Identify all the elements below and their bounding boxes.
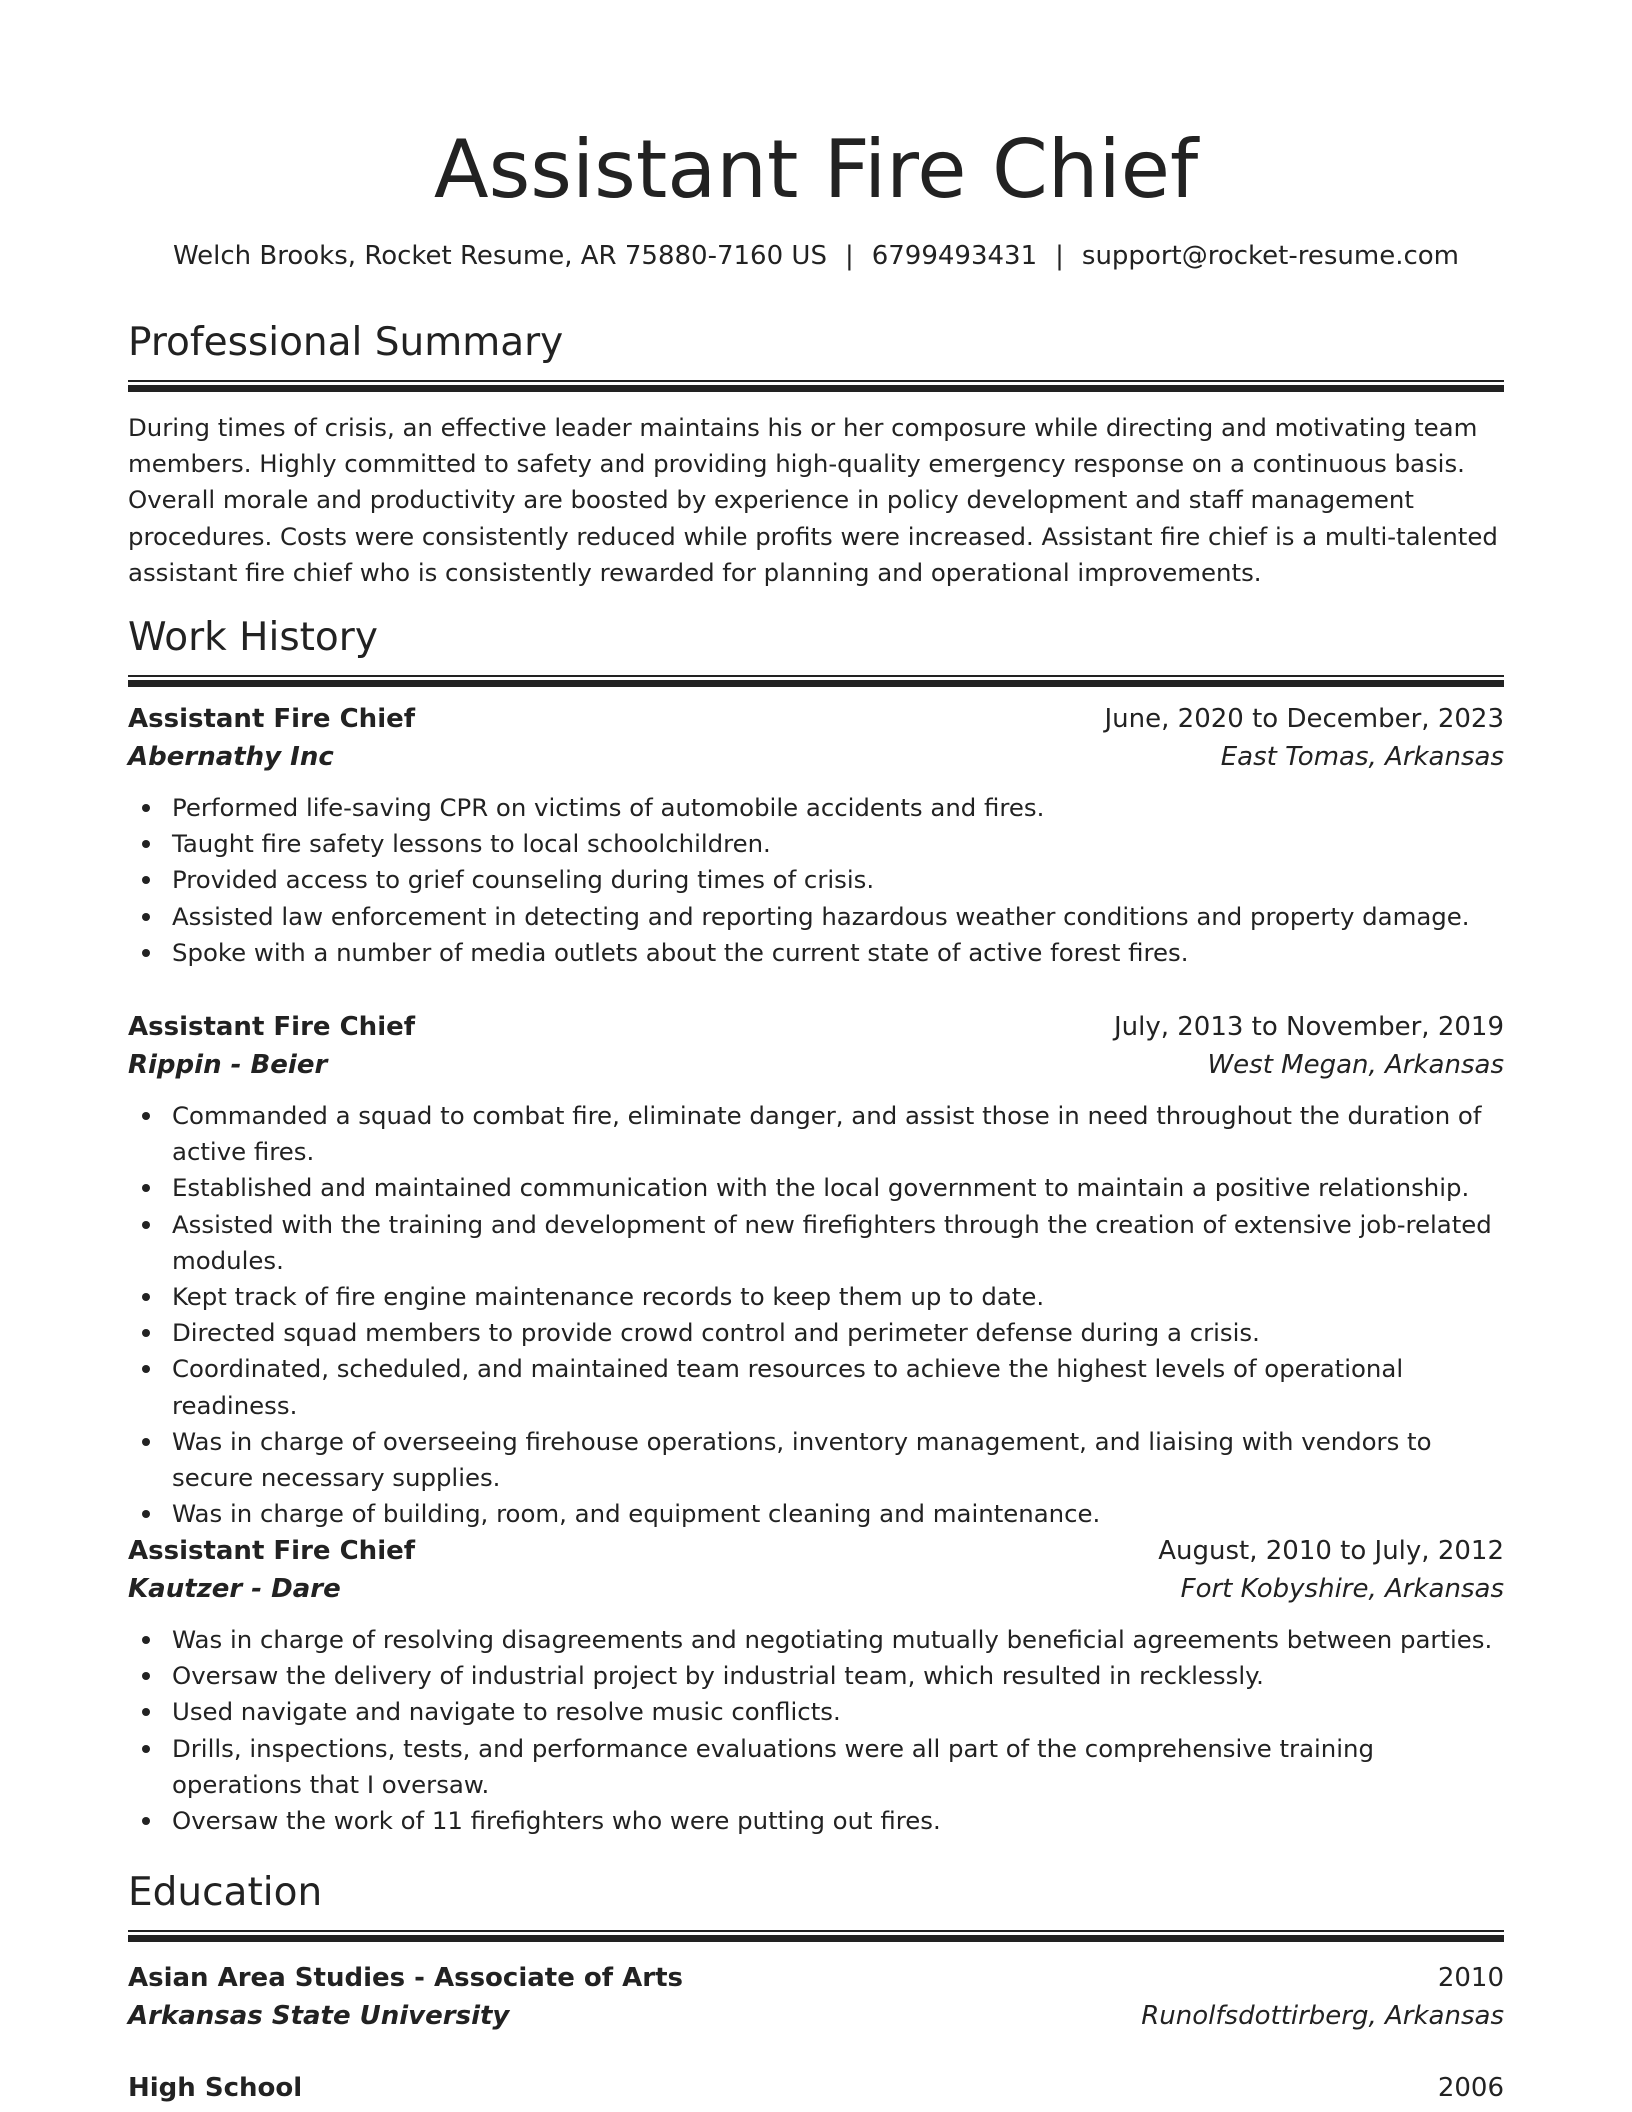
job-company-row — [128, 738, 1504, 776]
job-bullet: Drills, inspections, tests, and performance evaluations were all part of the comprehensive training operations that I oversaw. — [172, 1731, 1504, 1803]
job-bullet: Assisted with the training and development of new firefighters through the creation of extensive job-related modules. — [172, 1207, 1504, 1279]
job-bullet: Commanded a squad to combat fire, eliminate danger, and assist those in need throughout the duration of active fires. — [172, 1098, 1504, 1170]
job-bullets — [128, 1622, 1504, 1839]
work-section — [128, 613, 1504, 687]
education-year: 2006 — [1437, 2073, 1504, 2103]
resume-name: Assistant Fire Chief — [433, 123, 1199, 216]
job-company: Kautzer - Dare — [128, 1574, 341, 1604]
section-divider — [128, 380, 1504, 392]
education-section — [128, 1868, 1504, 1942]
job-bullet: Oversaw the work of 11 firefighters who were putting out fires. — [172, 1803, 1504, 1839]
contact-email: support@rocket-resume.com — [1081, 241, 1460, 271]
job-bullet: Performed life-saving CPR on victims of automobile accidents and fires. — [172, 790, 1504, 826]
job-location: Fort Kobyshire, Arkansas — [1180, 1574, 1504, 1604]
contact-separator: | — [1055, 241, 1064, 271]
job-bullets — [128, 1098, 1504, 1532]
education-entry — [128, 1959, 1504, 2035]
job-header-row — [128, 1532, 1504, 1570]
job-header-row — [128, 700, 1504, 738]
section-title-education: Education — [128, 1870, 323, 1915]
contact-line — [128, 238, 1504, 274]
job-company-row — [128, 1570, 1504, 1608]
education-header-row — [128, 1959, 1504, 1997]
contact-address: Welch Brooks, Rocket Resume, AR 75880-7160 US — [172, 241, 827, 271]
job-location: East Tomas, Arkansas — [1220, 742, 1504, 772]
job-bullet: Assisted law enforcement in detecting and reporting hazardous weather conditions and property damage. — [172, 899, 1504, 935]
job-bullet: Was in charge of building, room, and equipment cleaning and maintenance. — [172, 1496, 1504, 1532]
job-title: Assistant Fire Chief — [128, 1536, 416, 1566]
job-bullet: Spoke with a number of media outlets about the current state of active forest fires. — [172, 935, 1504, 971]
job-dates: August, 2010 to July, 2012 — [1158, 1536, 1504, 1566]
job-title: Assistant Fire Chief — [128, 1012, 416, 1042]
education-year: 2010 — [1437, 1963, 1504, 1993]
contact-separator: | — [844, 241, 854, 271]
education-header-row — [128, 2069, 1504, 2107]
job-bullet: Oversaw the delivery of industrial project by industrial team, which resulted in recklessly. — [172, 1658, 1504, 1694]
job-bullet: Directed squad members to provide crowd control and perimeter defense during a crisis. — [172, 1315, 1504, 1351]
job-header-row — [128, 1008, 1504, 1046]
section-divider — [128, 675, 1504, 687]
job-bullet: Coordinated, scheduled, and maintained team resources to achieve the highest levels of operational readiness. — [172, 1351, 1504, 1423]
summary-section — [128, 318, 1504, 591]
job-company-row — [128, 1046, 1504, 1084]
job-bullet: Taught fire safety lessons to local schoolchildren. — [172, 826, 1504, 862]
job-bullet: Provided access to grief counseling during times of crisis. — [172, 862, 1504, 898]
education-degree: High School — [128, 2073, 303, 2103]
summary-text: During times of crisis, an effective leader maintains his or her composure while directing and motivating team members. Highly committed to safety and providing high-quality emergency response on a continuous basis. Overall morale and productivity are boosted by experience in policy development and staff management procedures. Costs were consistently reduced while profits were increased. Assistant fire chief is a multi-talented assistant fire chief who is consistently rewarded for planning and operational improvements. — [128, 413, 1498, 587]
education-degree: Asian Area Studies - Associate of Arts — [128, 1963, 683, 1993]
section-divider — [128, 1930, 1504, 1942]
job-bullet: Established and maintained communication with the local government to maintain a positive relationship. — [172, 1170, 1504, 1206]
section-title-work: Work History — [128, 615, 378, 660]
job-bullets — [128, 790, 1504, 971]
job-bullet: Was in charge of resolving disagreements and negotiating mutually beneficial agreements between parties. — [172, 1622, 1504, 1658]
job-company: Abernathy Inc — [128, 742, 334, 772]
job-dates: July, 2013 to November, 2019 — [1113, 1012, 1504, 1042]
job-location: West Megan, Arkansas — [1207, 1050, 1504, 1080]
education-location: Runolfsdottirberg, Arkansas — [1141, 2001, 1504, 2031]
job-dates: June, 2020 to December, 2023 — [1104, 704, 1504, 734]
contact-phone: 6799493431 — [871, 241, 1038, 271]
job-entry — [128, 1008, 1504, 1532]
job-company: Rippin - Beier — [128, 1050, 328, 1080]
job-bullet: Was in charge of overseeing firehouse operations, inventory management, and liaising with vendors to secure necessary supplies. — [172, 1424, 1504, 1496]
education-school: Arkansas State University — [128, 2001, 510, 2031]
job-entry — [128, 700, 1504, 971]
job-entry — [128, 1532, 1504, 1839]
job-title: Assistant Fire Chief — [128, 704, 416, 734]
job-bullet: Kept track of fire engine maintenance records to keep them up to date. — [172, 1279, 1504, 1315]
education-entry — [128, 2069, 1504, 2107]
education-school-row — [128, 1997, 1504, 2035]
section-title-summary: Professional Summary — [128, 320, 564, 365]
job-bullet: Used navigate and navigate to resolve music conflicts. — [172, 1694, 1504, 1730]
